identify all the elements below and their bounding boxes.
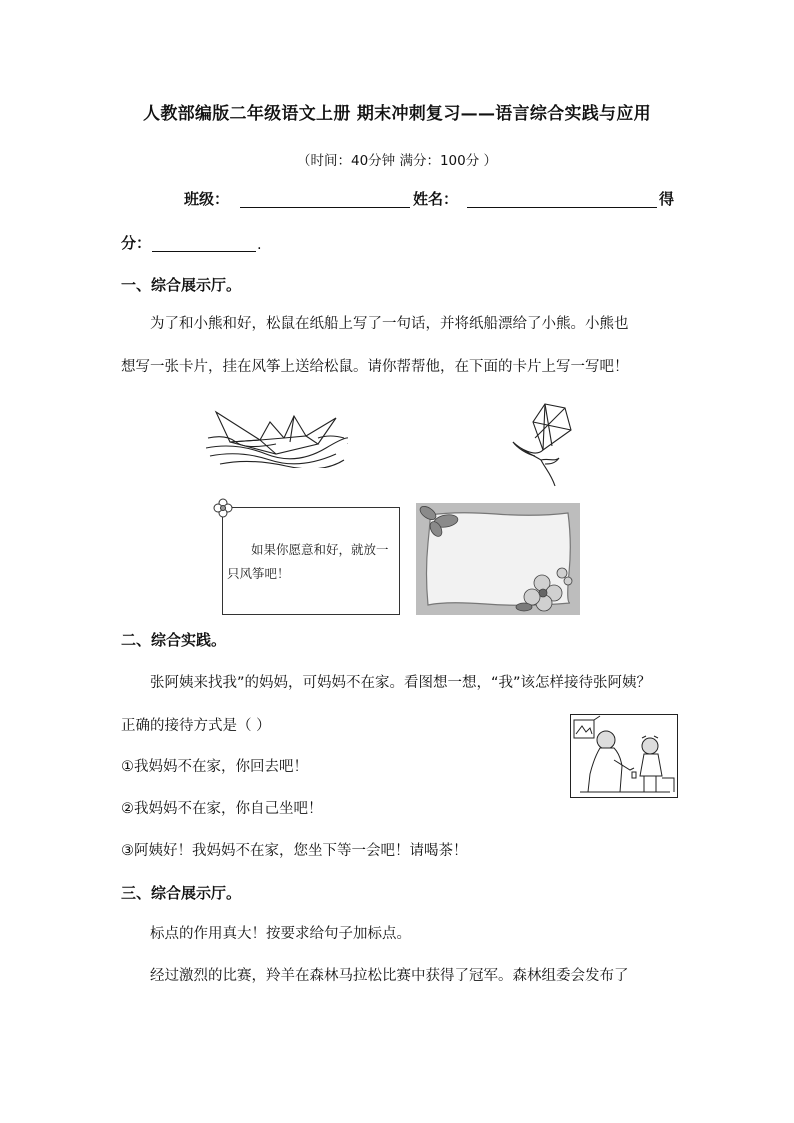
option-2[interactable]: ②我妈妈不在家，你自己坐吧！ — [121, 801, 323, 817]
option-1[interactable]: ①我妈妈不在家，你回去吧！ — [121, 759, 308, 775]
section3-heading: 三、综合展示厅。 — [121, 884, 242, 902]
section3-line1: 标点的作用真大！按要求给句子加标点。 — [150, 926, 411, 942]
name-field[interactable] — [467, 192, 657, 208]
sample-card-text: 如果你愿意和好，就放一只风筝吧！ — [227, 542, 389, 581]
score-label-b: 分： — [121, 234, 152, 252]
section2-question: 正确的接待方式是（ ） — [121, 718, 271, 734]
score-end: . — [257, 237, 262, 253]
kite-icon — [505, 398, 587, 490]
section1-line1: 为了和小熊和好，松鼠在纸船上写了一句话，并将纸船漂给了小熊。小熊也 — [150, 316, 629, 332]
paper-boat-icon — [206, 398, 348, 468]
section3-line2: 经过激烈的比赛，羚羊在森林马拉松比赛中获得了冠军。森林组委会发布了 — [150, 968, 629, 984]
flower-icon — [212, 497, 234, 519]
page-title: 人教部编版二年级语文上册 期末冲刺复习——语言综合实践与应用 — [143, 104, 651, 124]
exam-meta: （时间：40分钟 满分：100分 ） — [296, 153, 498, 169]
blank-card[interactable] — [416, 503, 580, 615]
name-label: 姓名： — [413, 190, 459, 208]
option-3[interactable]: ③阿姨好！我妈妈不在家，您坐下等一会吧！请喝茶！ — [121, 843, 468, 859]
class-label: 班级： — [184, 190, 230, 208]
class-field[interactable] — [240, 192, 410, 208]
score-field[interactable] — [152, 236, 256, 252]
section1-heading: 一、综合展示厅。 — [121, 276, 242, 294]
section1-line2: 想写一张卡片，挂在风筝上送给松鼠。请你帮帮他，在下面的卡片上写一写吧！ — [121, 359, 629, 375]
card-frame-icon — [416, 503, 580, 615]
sample-card — [222, 507, 400, 615]
visitor-scene-icon — [570, 714, 678, 798]
score-label-a: 得 — [659, 190, 675, 208]
section2-line1: 张阿姨来找我”的妈妈，可妈妈不在家。看图想一想，“我”该怎样接待张阿姨？ — [150, 675, 652, 691]
section2-heading: 二、综合实践。 — [121, 631, 227, 649]
